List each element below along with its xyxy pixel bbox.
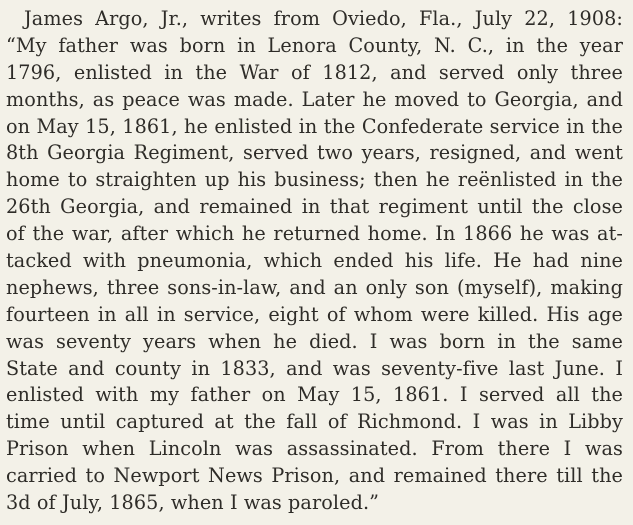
text-line: James Argo, Jr., writes from Oviedo, Fla., July 22, 1908: <box>24 7 623 30</box>
text-line: time until captured at the fall of Richmond. I was in Libby <box>6 410 623 434</box>
text-line: carried to Newport News Prison, and remained there till the <box>6 464 623 488</box>
text-line: was seventy years when he died. I was born in the same <box>6 329 623 353</box>
text-line: 1796, enlisted in the War of 1812, and served only three <box>6 60 623 84</box>
text-line: 8th Georgia Regiment, served two years, resigned, and went <box>6 141 623 165</box>
text-line: on May 15, 1861, he enlisted in the Confederate service in the <box>6 114 623 138</box>
text-line: 26th Georgia, and remained in that regiment until the close <box>6 195 623 219</box>
text-line: “My father was born in Lenora County, N. C., in the year <box>6 33 623 57</box>
text-line: enlisted with my father on May 15, 1861. I served all the <box>6 383 623 407</box>
text-line: 3d of July, 1865, when I was paroled.” <box>6 491 380 515</box>
text-line: tacked with pneumonia, which ended his life. He had nine <box>6 249 623 273</box>
text-line: fourteen in all in service, eight of whom were killed. His age <box>6 302 623 326</box>
text-line: home to straighten up his business; then he reënlisted in the <box>6 168 623 192</box>
text-line: State and county in 1833, and was seventy-five last June. I <box>6 356 623 380</box>
letter-paragraph <box>6 6 623 517</box>
text-line: Prison when Lincoln was assassinated. From there I was <box>6 437 623 461</box>
text-line: nephews, three sons-in-law, and an only son (myself), making <box>6 275 623 299</box>
text-line: of the war, after which he returned home. In 1866 he was at- <box>6 222 623 246</box>
text-line: months, as peace was made. Later he moved to Georgia, and <box>6 87 623 111</box>
